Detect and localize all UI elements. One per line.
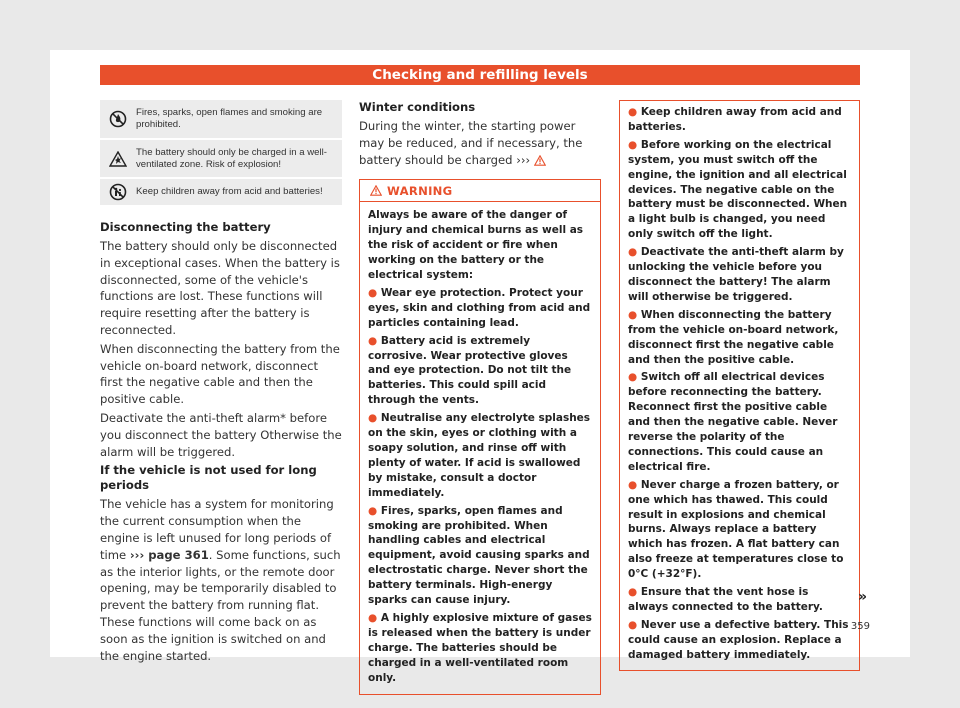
manual-page xyxy=(50,50,910,684)
warning-item-text: Never use a defective battery. This could cause an explosion. Replace a damaged battery immediately. xyxy=(628,618,849,661)
section-heading-winter: Winter conditions xyxy=(359,100,476,114)
bullet-icon: ● xyxy=(628,618,641,631)
pictogram-text: The battery should only be charged in a well-ventilated zone. Risk of explosion! xyxy=(136,146,327,170)
paragraph-text: During the winter, the starting power may be reduced, and if necessary, the battery should be charged ››› xyxy=(359,119,583,167)
pictogram-row xyxy=(100,140,342,179)
bullet-icon: ● xyxy=(368,611,381,624)
pictogram-text: Keep children away from acid and batteries! xyxy=(136,186,323,197)
bullet-icon: ● xyxy=(368,334,381,347)
bullet-icon: ● xyxy=(368,286,381,299)
warning-item xyxy=(368,286,592,331)
paragraph xyxy=(359,118,601,170)
warning-item-text: Before working on the electrical system, you must switch off the engine, the ignition and all electrical devices. The negative cable on the battery must be disconnected. When a light bulb is changed, you need only switch off the light. xyxy=(628,138,848,241)
warning-body xyxy=(620,101,859,670)
warning-item xyxy=(628,585,851,615)
warning-item xyxy=(628,138,851,242)
warning-box-continued xyxy=(619,100,860,671)
section-heading-unused: If the vehicle is not used for long periods xyxy=(100,463,317,493)
warning-item-text: Wear eye protection. Protect your eyes, skin and clothing from acid and particles containing lead. xyxy=(368,286,591,329)
page-number: 359 xyxy=(850,621,870,632)
warning-item-text: Fires, sparks, open flames and smoking are prohibited. When handling cables and electrical equipment, avoid causing sparks and electrostatic charge. Never short the battery terminals. High-energy sparks can cause injury. xyxy=(368,504,590,607)
pictogram-row xyxy=(100,100,342,140)
bullet-icon: ● xyxy=(368,504,381,517)
paragraph: The battery should only be disconnected in exceptional cases. When the battery is disconnected, some of the vehicle's functions are lost. These functions will require resetting after the battery is reconnected. xyxy=(100,239,340,337)
warning-item xyxy=(368,611,592,686)
warning-box xyxy=(359,179,601,695)
bullet-icon: ● xyxy=(628,106,641,118)
left-column xyxy=(100,100,342,666)
warning-item xyxy=(628,618,851,663)
warning-item xyxy=(628,308,851,368)
pictogram-table xyxy=(100,100,342,207)
warning-item-text: Deactivate the anti-theft alarm by unlocking the vehicle before you disconnect the battery! The alarm will otherwise be triggered. xyxy=(628,246,844,303)
warning-item-text: When disconnecting the battery from the vehicle on-board network, disconnect first the negative cable and then the positive cable. xyxy=(628,308,839,366)
warning-item-text: Switch off all electrical devices before reconnecting the battery. Reconnect first the positive cable and then the negative cable. Never reverse the polarity of the connections. This could cause an electrical fire. xyxy=(628,371,838,473)
paragraph xyxy=(100,496,342,664)
warning-item xyxy=(628,245,851,305)
paragraph: When disconnecting the battery from the vehicle on-board network, disconnect first the negative cable and then the positive cable. xyxy=(100,341,340,407)
warning-item-text: A highly explosive mixture of gases is released when the battery is under charge. The batteries should be charged in a well-ventilated room only. xyxy=(368,611,592,684)
warning-item xyxy=(368,504,592,608)
bullet-icon: ● xyxy=(368,412,381,425)
warning-label: WARNING xyxy=(387,183,453,198)
bullet-icon: ● xyxy=(628,371,641,384)
warning-reference-icon[interactable] xyxy=(534,154,546,171)
pictogram-text: Fires, sparks, open flames and smoking are prohibited. xyxy=(136,107,323,130)
warning-item xyxy=(628,370,851,474)
page-reference-link[interactable]: ››› page 361 xyxy=(129,547,209,562)
warning-triangle-icon xyxy=(370,181,382,200)
warning-item-text: Ensure that the vent hose is always connected to the battery. xyxy=(628,586,823,613)
warning-body xyxy=(360,202,600,694)
warning-intro: Always be aware of the danger of injury and chemical burns as well as the risk of accident or fire when working on the battery or the electrical system: xyxy=(368,209,584,282)
warning-item xyxy=(628,478,851,582)
no-fire-icon xyxy=(100,101,136,137)
section-heading-disconnecting: Disconnecting the battery xyxy=(100,220,271,234)
warning-item xyxy=(368,411,592,500)
paragraph: Deactivate the anti-theft alarm* before you disconnect the battery Otherwise the alarm will be triggered. xyxy=(100,410,342,459)
page-header: Checking and refilling levels xyxy=(100,65,860,85)
warning-item-text: Neutralise any electrolyte splashes on the skin, eyes or clothing with a soapy solution, and rinse off with plenty of water. If acid is swallowed by mistake, consult a doctor immediately. xyxy=(368,412,591,499)
bullet-icon: ● xyxy=(628,246,641,259)
warning-header xyxy=(360,180,600,202)
paragraph-text: The vehicle has a system for monitoring the current consumption when the engine is left unused for long periods of time xyxy=(100,497,334,562)
warning-item-text: Never charge a frozen battery, or one which has thawed. This could result in explosions and chemical burns. Always replace a battery which has frozen. A flat battery can also freeze at temperatures close to 0°C (+32°F). xyxy=(628,478,844,581)
paragraph-text: . Some functions, such as the interior lights, or the remote door opening, may be temporarily disabled to prevent the battery from running flat. These functions will come back on as soon as the ignition is switched on and the engine started. xyxy=(100,547,341,663)
middle-column xyxy=(359,100,601,695)
warning-item xyxy=(368,334,592,409)
bullet-icon: ● xyxy=(628,478,641,491)
explosion-warning-icon xyxy=(100,141,136,177)
warning-item-text: Keep children away from acid and batteries. xyxy=(628,106,842,133)
pictogram-row xyxy=(100,179,342,207)
continued-mark: » xyxy=(858,589,868,605)
warning-item xyxy=(628,105,851,135)
no-children-icon xyxy=(100,174,136,210)
bullet-icon: ● xyxy=(628,308,641,321)
warning-item-text: Battery acid is extremely corrosive. Wear protective gloves and eye protection. Do not tilt the batteries. This could spill acid through the vents. xyxy=(368,334,572,407)
bullet-icon: ● xyxy=(628,138,641,151)
bullet-icon: ● xyxy=(628,586,641,599)
